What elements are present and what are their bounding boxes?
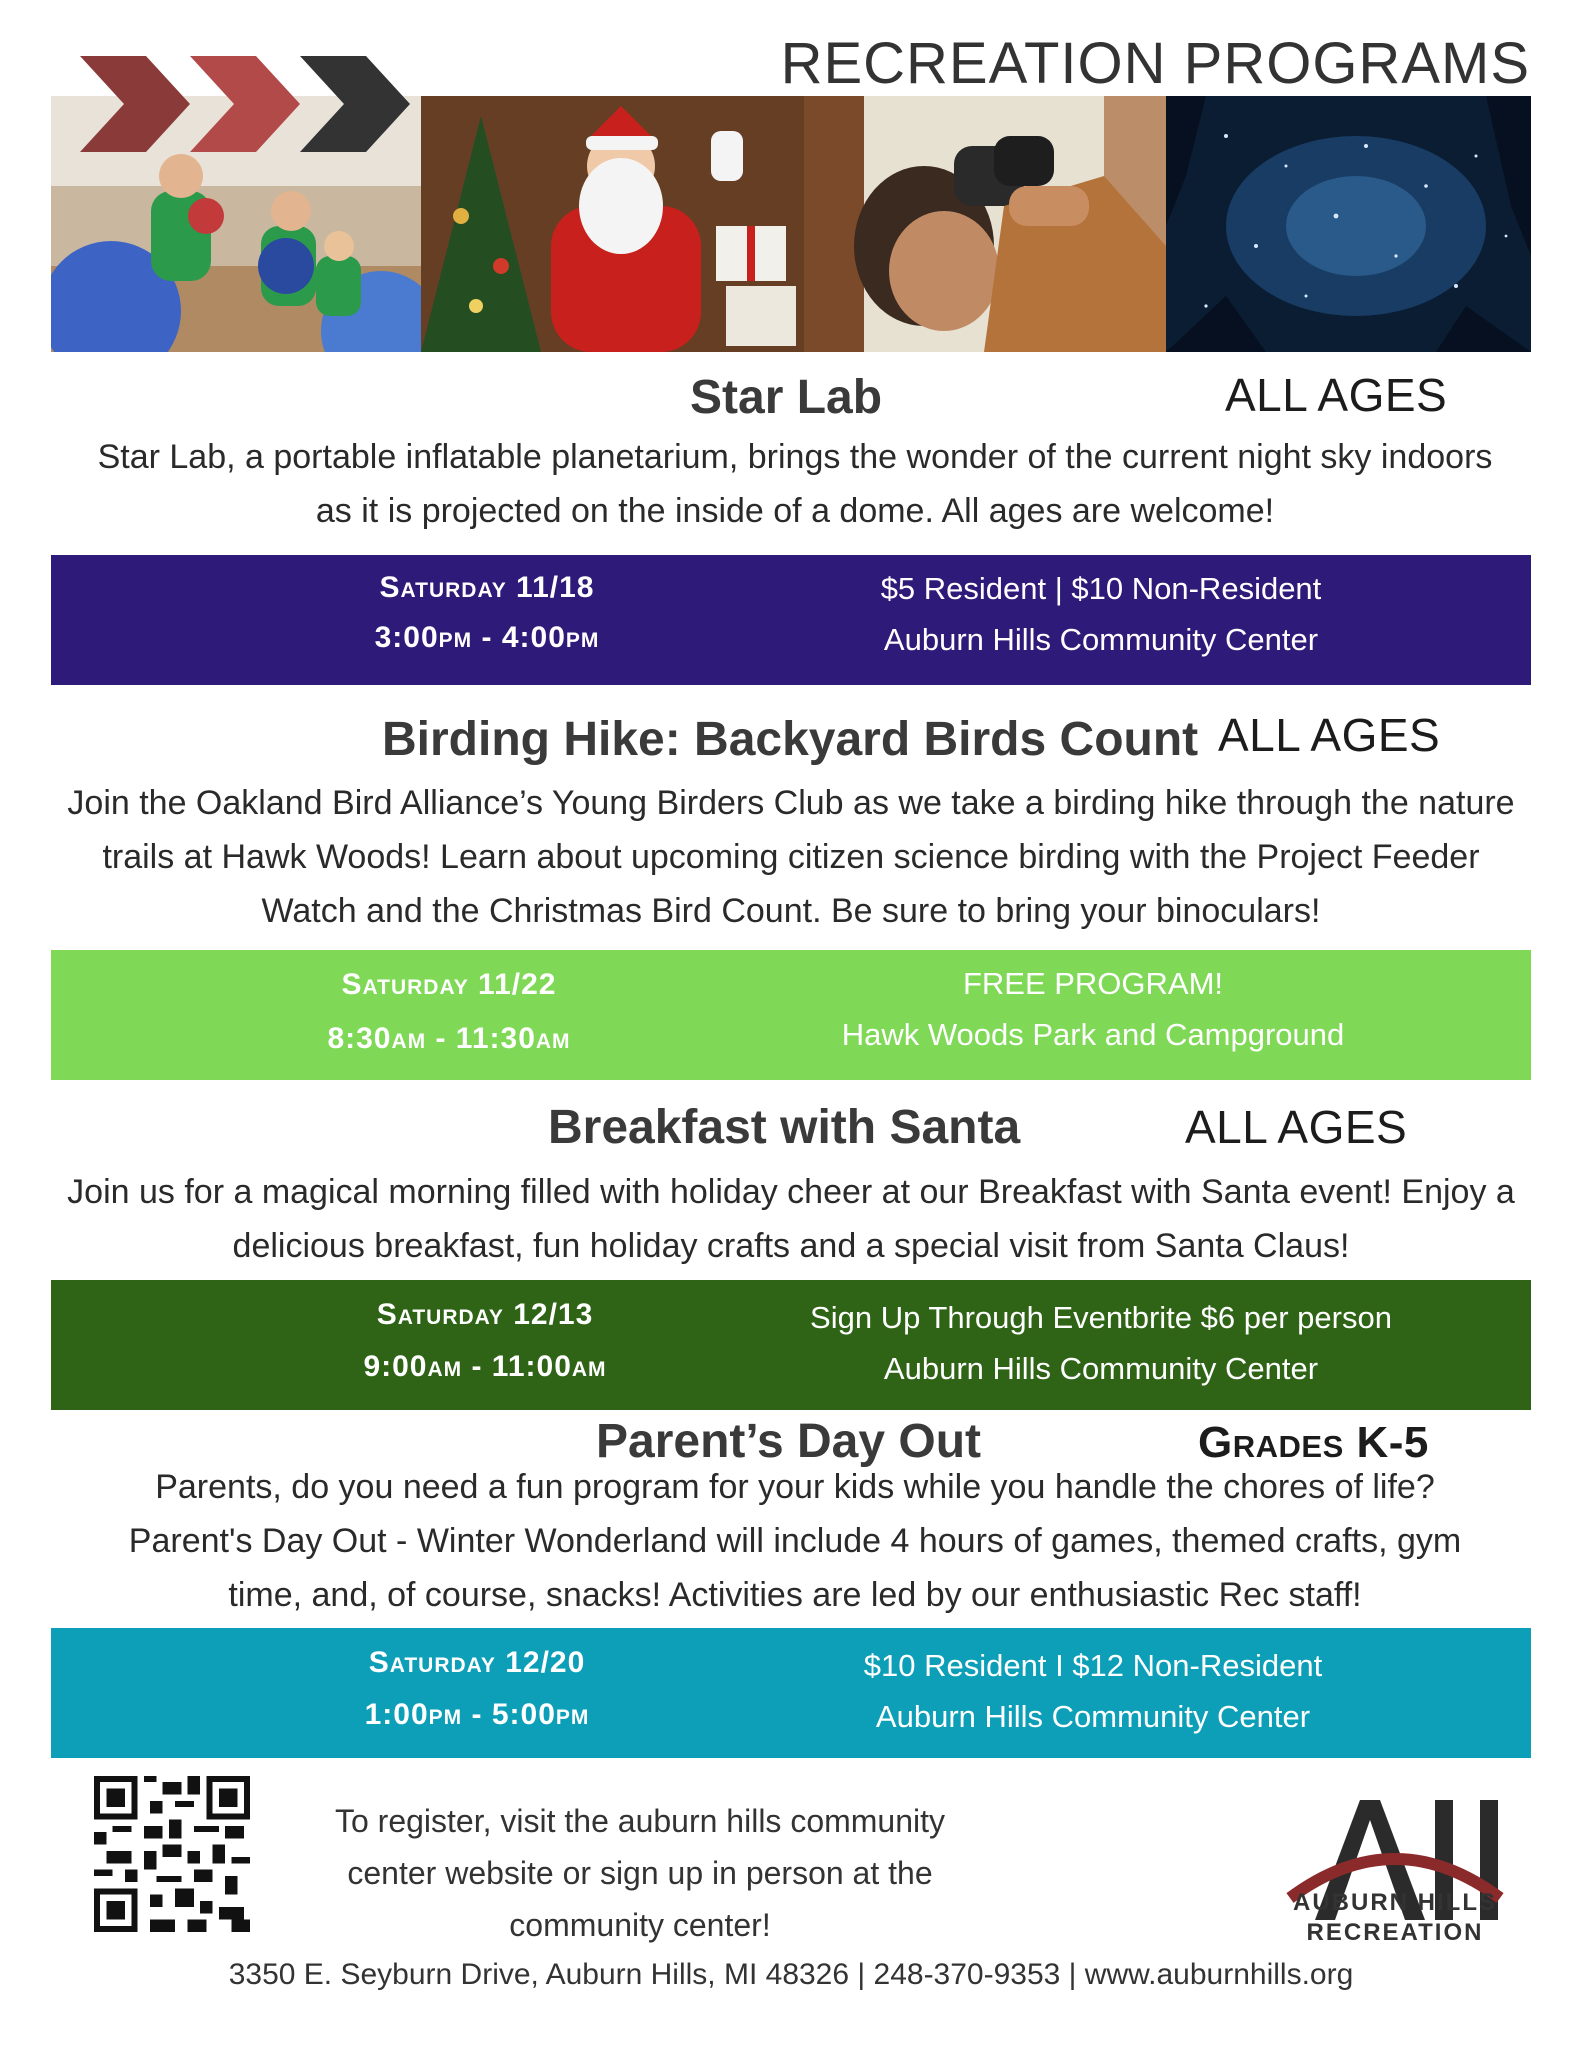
program-location: Auburn Hills Community Center — [875, 1699, 1311, 1734]
logo-line-1: AUBURN HILLS — [1293, 1889, 1497, 1916]
qr-code-icon[interactable] — [94, 1776, 250, 1932]
program-date: Saturday 12/13 — [376, 1298, 594, 1331]
program-ages-birding-hike: ALL AGES — [1218, 709, 1441, 761]
program-title-star-lab: Star Lab — [690, 371, 883, 424]
program-description-parents-day-out: Parents, do you need a fun program for your kids while you handle the chores of life? Parent's Day Out - Winter Wonderland will include 4 hours of games, themed crafts, gym time, and, of course, snacks! Activities are led by our enthusiastic Rec staff! — [128, 1468, 1462, 1614]
santa-claus-image — [421, 96, 804, 352]
program-date: Saturday 11/18 — [379, 571, 595, 604]
registration-text: To register, visit the auburn hills community center website or sign up in person at the community center! — [334, 1803, 946, 1943]
program-description-breakfast-santa: Join us for a magical morning filled with holiday cheer at our Breakfast with Santa event! Enjoy a delicious breakfast, fun holiday crafts and a special visit from Santa Claus! — [67, 1173, 1515, 1265]
program-location: Auburn Hills Community Center — [883, 622, 1319, 657]
chevron-icon — [80, 56, 190, 152]
program-location: Auburn Hills Community Center — [883, 1351, 1319, 1386]
footer-contact: 3350 E. Seyburn Drive, Auburn Hills, MI 48326 | 248-370-9353 | www.auburnhills.org — [228, 1958, 1354, 1991]
program-location: Hawk Woods Park and Campground — [841, 1017, 1345, 1052]
chevron-arrows — [80, 56, 440, 156]
program-time: 8:30am - 11:30am — [327, 1022, 571, 1055]
program-ages-star-lab: ALL AGES — [1225, 369, 1448, 421]
program-description-star-lab: Star Lab, a portable inflatable planetarium, brings the wonder of the current night sky indoors as it is projected on the inside of a dome. All ages are welcome! — [97, 438, 1493, 530]
program-description-birding-hike: Join the Oakland Bird Alliance’s Young Birders Club as we take a birding hike through the nature trails at Hawk Woods! Learn about upcoming citizen science birding with the Project Feeder Watch and the Christmas Bird Count. Be sure to bring your binoculars! — [67, 784, 1515, 930]
logo-line-2: RECREATION — [1306, 1919, 1484, 1946]
program-title-parents-day-out: Parent’s Day Out — [596, 1415, 982, 1468]
program-time: 9:00am - 11:00am — [363, 1350, 607, 1383]
program-title-breakfast-santa: Breakfast with Santa — [548, 1101, 1021, 1154]
program-title-birding-hike: Birding Hike: Backyard Birds Count — [382, 713, 1199, 766]
program-time: 1:00pm - 5:00pm — [364, 1698, 590, 1731]
night-sky-stars-image — [1166, 96, 1531, 352]
program-price: Sign Up Through Eventbrite $6 per person — [810, 1300, 1392, 1335]
program-time: 3:00pm - 4:00pm — [374, 621, 600, 654]
program-band-breakfast-santa — [51, 1280, 1531, 1410]
program-band-star-lab — [51, 555, 1531, 685]
program-ages-breakfast-santa: ALL AGES — [1185, 1101, 1408, 1153]
chevron-icon — [300, 56, 410, 152]
chevron-icon — [190, 56, 300, 152]
program-date: Saturday 11/22 — [341, 968, 557, 1001]
man-with-binoculars-image — [804, 96, 1166, 352]
program-date: Saturday 12/20 — [368, 1646, 586, 1679]
page-title: RECREATION PROGRAMS — [780, 31, 1530, 96]
program-price: $5 Resident | $10 Non-Resident — [880, 571, 1322, 606]
program-price: $10 Resident I $12 Non-Resident — [863, 1648, 1323, 1683]
program-price: FREE PROGRAM! — [962, 966, 1224, 1001]
logo-text — [1270, 1888, 1520, 1948]
program-band-parents-day-out — [51, 1628, 1531, 1758]
program-ages-parents-day-out: Grades K-5 — [1198, 1418, 1429, 1467]
program-band-birding-hike — [51, 950, 1531, 1080]
